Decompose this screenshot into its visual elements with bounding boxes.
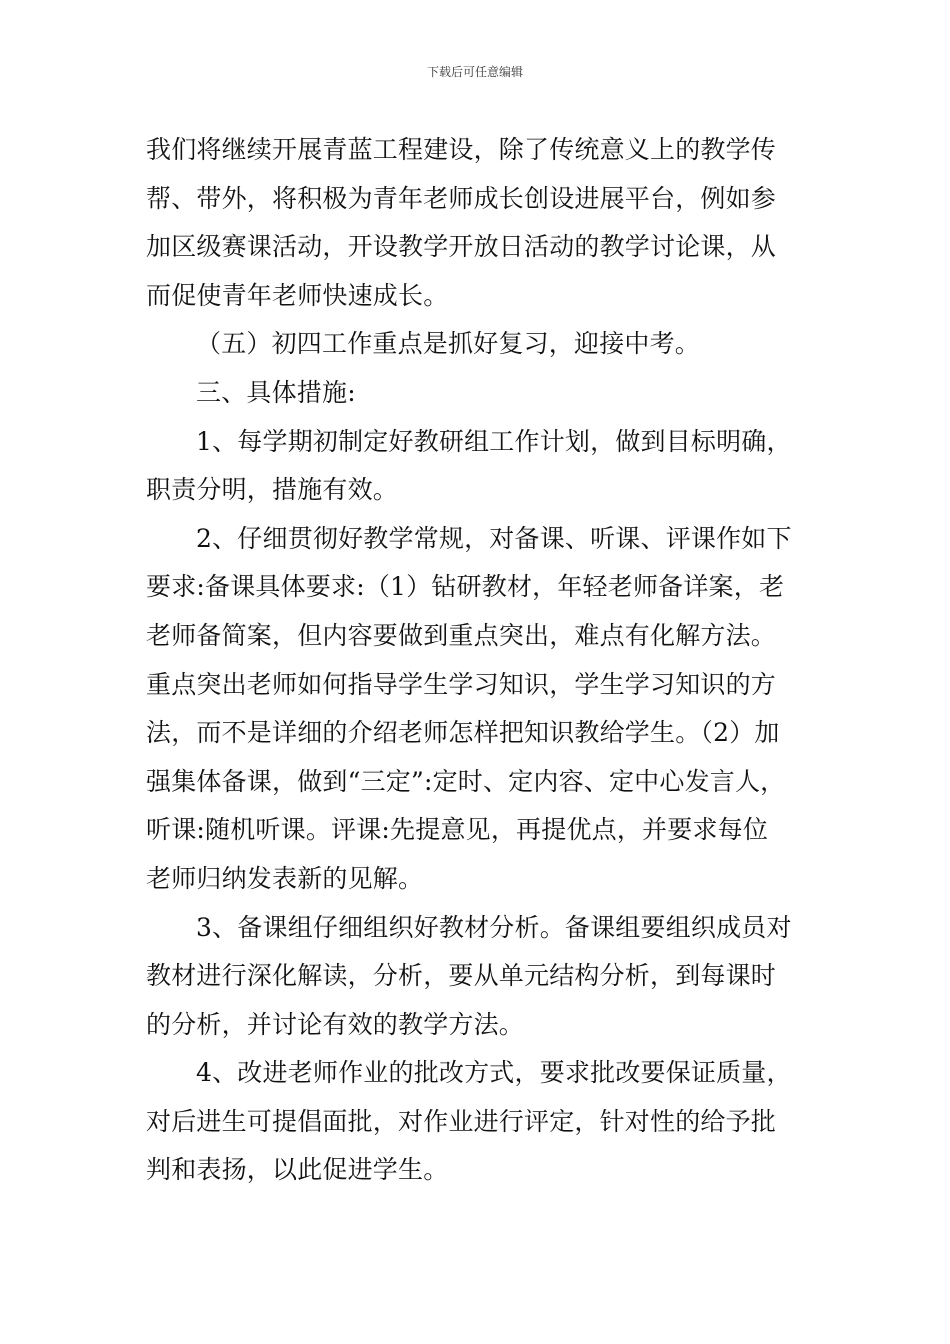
paragraph-measure-4: [146, 1049, 810, 1195]
text-line: 对后进生可提倡面批，对作业进行评定，针对性的给予批: [146, 1106, 777, 1136]
text-line: 教材进行深化解读，分析，要从单元结构分析，到每课时: [146, 961, 777, 991]
text-line: 职责分明，措施有效。: [146, 475, 399, 505]
page-header: 下载后可任意编辑: [426, 65, 523, 79]
text-line: 重点突出老师如何指导学生学习知识，学生学习知识的方: [146, 669, 777, 699]
text-line: 1、每学期初制定好教研组工作计划，做到目标明确，: [196, 426, 792, 456]
text-line: 加区级赛课活动，开设教学开放日活动的教学讨论课，从: [146, 232, 777, 262]
document-body: [146, 126, 810, 1195]
paragraph-measure-1: [146, 418, 810, 515]
paragraph-continuation: [146, 126, 810, 320]
text-line: 3、备课组仔细组织好教材分析。备课组要组织成员对: [196, 912, 792, 942]
text-line: 判和表扬，以此促进学生。: [146, 1155, 449, 1185]
text-line: 帮、带外，将积极为青年老师成长创设进展平台，例如参: [146, 183, 777, 213]
text-line: 三、具体措施:: [196, 377, 356, 407]
paragraph-item-five: [146, 320, 810, 369]
text-line: 法，而不是详细的介绍老师怎样把知识教给学生。（2）加: [146, 718, 780, 748]
paragraph-measure-2: [146, 515, 810, 904]
text-line: （五）初四工作重点是抓好复习，迎接中考。: [196, 329, 701, 359]
text-line: 强集体备课，做到“三定”:定时、定内容、定中心发言人，: [146, 766, 786, 796]
text-line: 要求:备课具体要求:（1）钻研教材，年轻老师备详案，老: [146, 572, 785, 602]
section-heading-measures: [146, 369, 810, 418]
paragraph-measure-3: [146, 904, 810, 1050]
text-line: 听课:随机听课。评课:先提意见，再提优点，并要求每位: [146, 815, 769, 845]
text-line: 老师备简案，但内容要做到重点突出，难点有化解方法。: [146, 620, 777, 650]
text-line: 我们将继续开展青蓝工程建设，除了传统意义上的教学传: [146, 135, 777, 164]
text-line: 而促使青年老师快速成长。: [146, 280, 449, 310]
text-line: 的分析，并讨论有效的教学方法。: [146, 1009, 525, 1039]
text-line: 4、改进老师作业的批改方式，要求批改要保证质量，: [196, 1058, 792, 1088]
text-line: 2、仔细贯彻好教学常规，对备课、听课、评课作如下: [196, 523, 792, 553]
text-line: 老师归纳发表新的见解。: [146, 863, 424, 893]
